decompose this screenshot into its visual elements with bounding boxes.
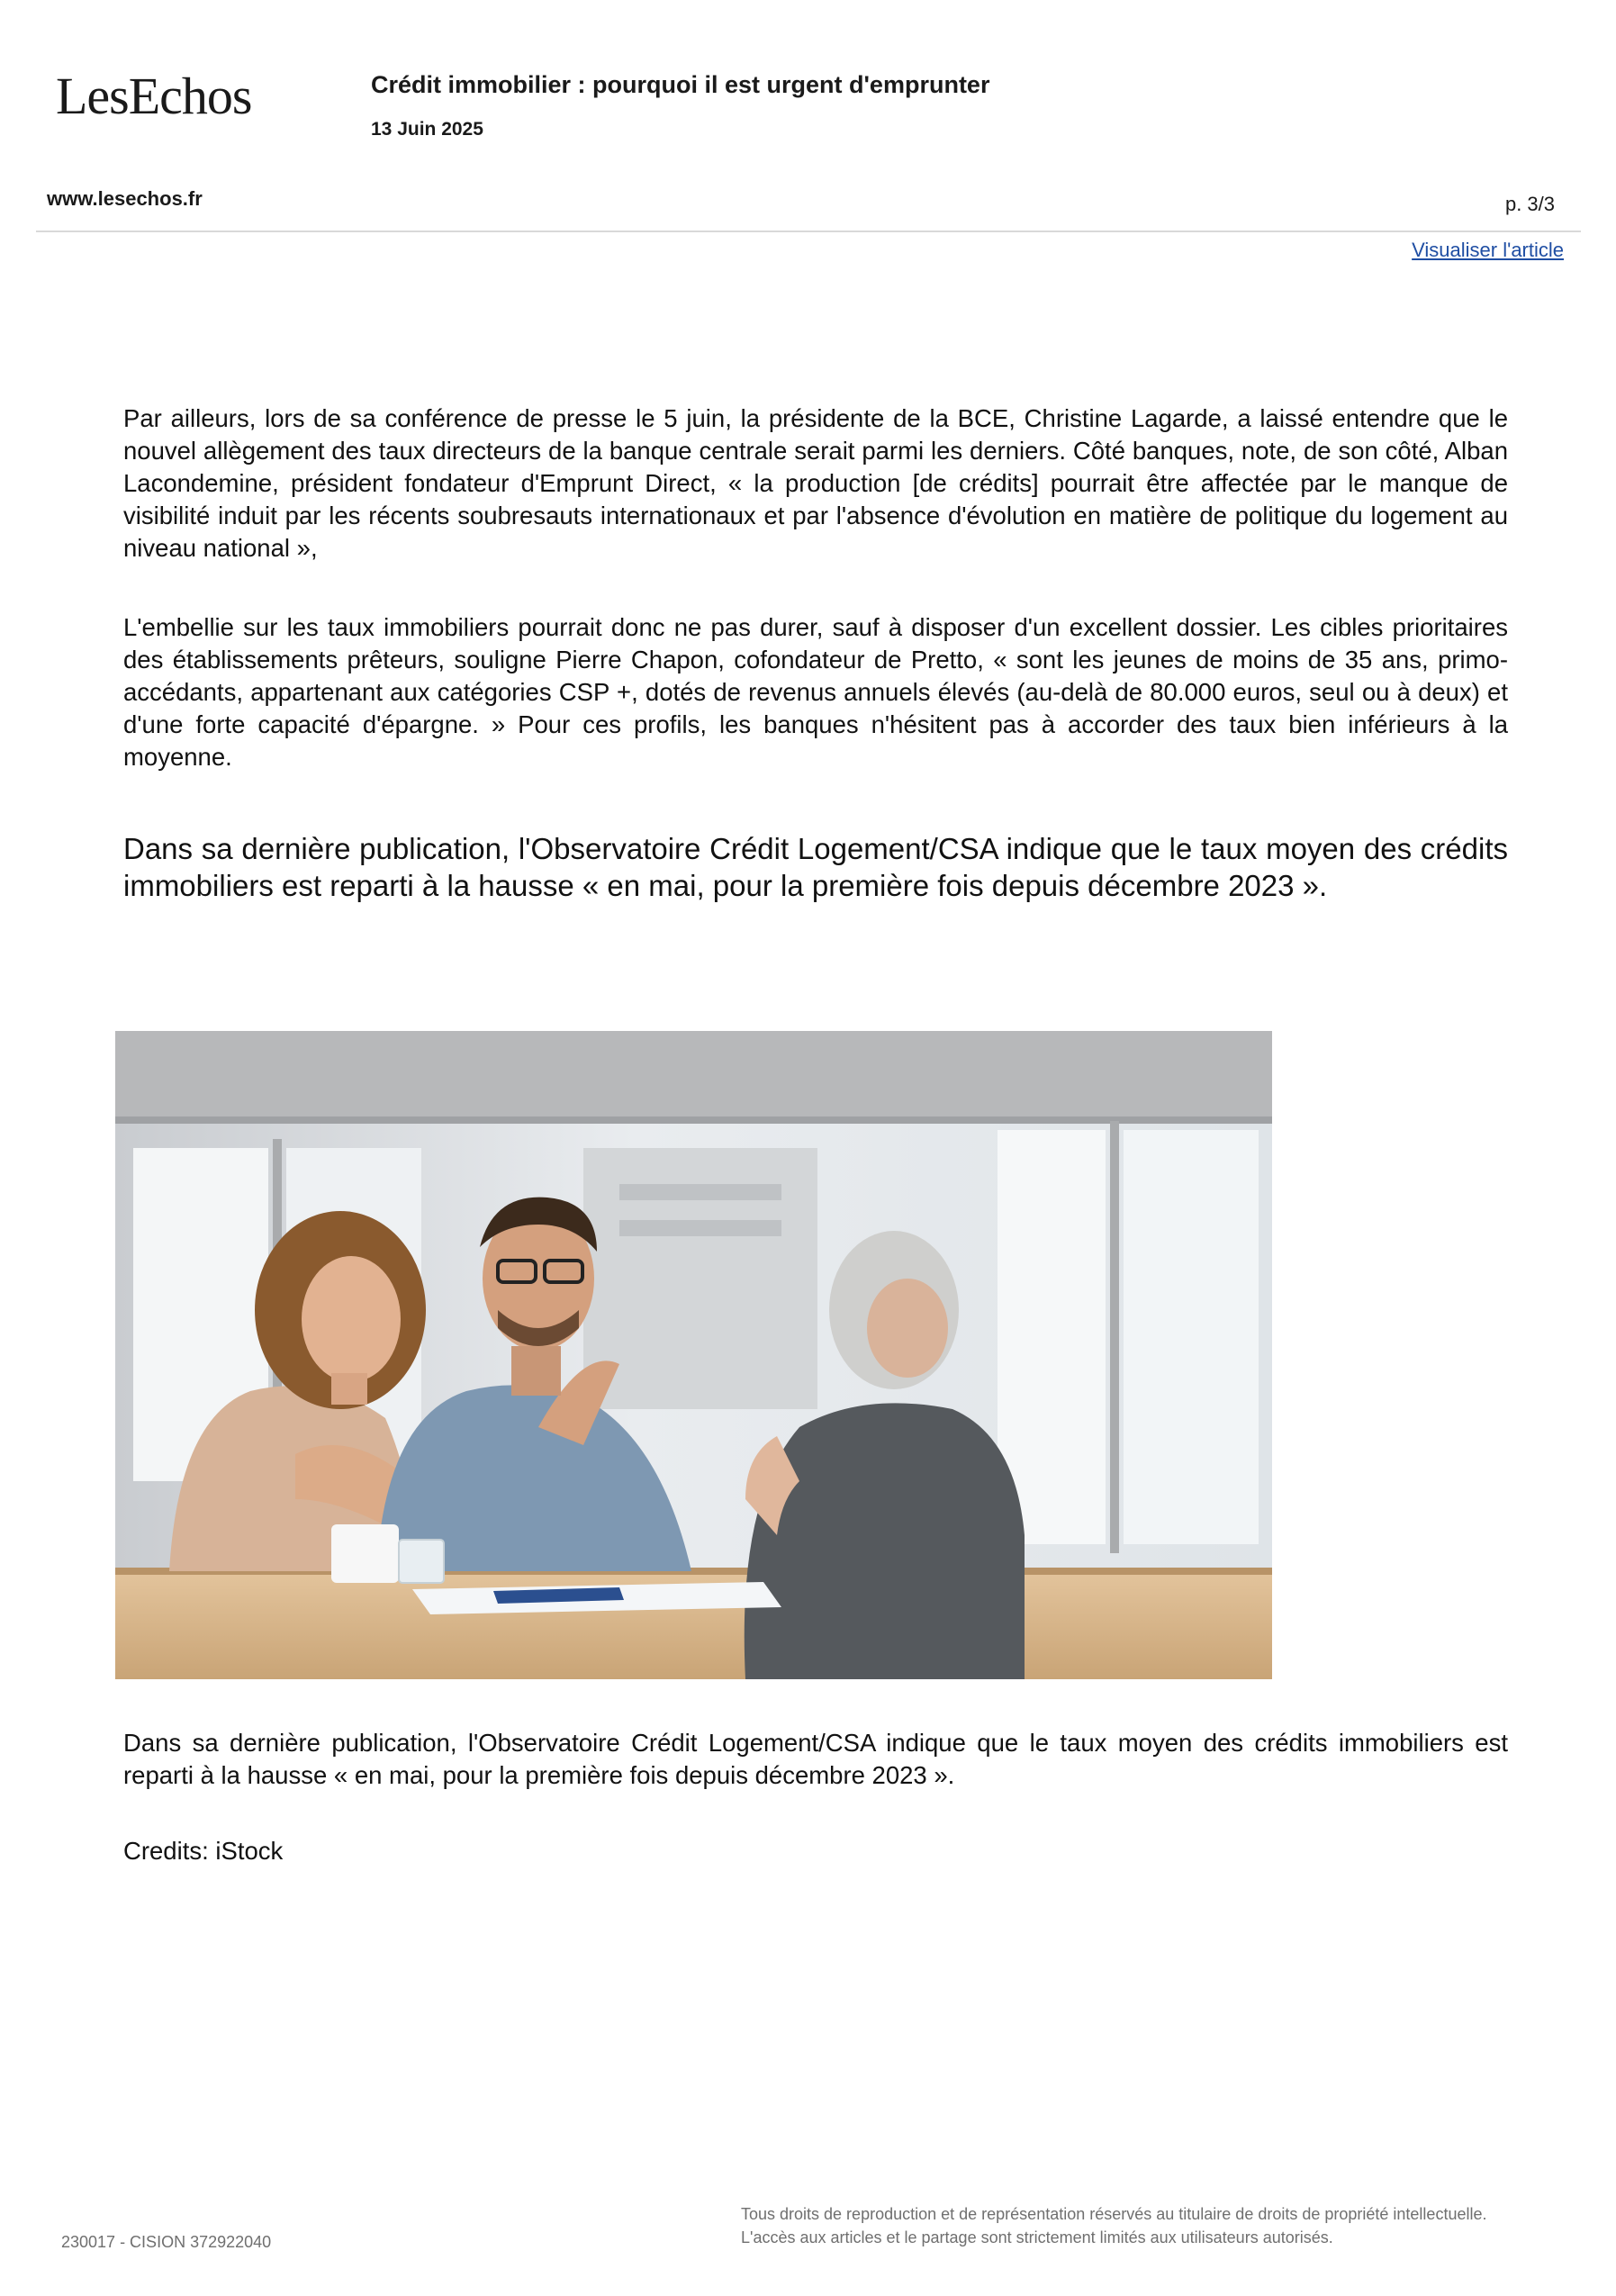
legal-notice bbox=[741, 2202, 1551, 2249]
legal-notice-line: L'accès aux articles et le partage sont strictement limités aux utilisateurs autorisés. bbox=[741, 2228, 1333, 2246]
article-lead-quote: Dans sa dernière publication, l'Observatoire Crédit Logement/CSA indique que le taux moyen des crédits immobiliers est reparti à la hausse « en mai, pour la première fois depuis décembre 2023 ». bbox=[123, 832, 1508, 902]
legal-notice-line: Tous droits de reproduction et de représentation réservés au titulaire de droits de propriété intellectuelle. bbox=[741, 2205, 1487, 2223]
photo-credits: Credits: iStock bbox=[123, 1837, 284, 1865]
les-echos-logo: LesEchos bbox=[56, 67, 252, 125]
photo-caption: Dans sa dernière publication, l'Observatoire Crédit Logement/CSA indique que le taux moyen des crédits immobiliers est reparti à la hausse « en mai, pour la première fois depuis décembre 2023 ». bbox=[123, 1729, 1508, 1789]
article-date: 13 Juin 2025 bbox=[371, 119, 483, 140]
source-site: www.lesechos.fr bbox=[47, 187, 203, 210]
article-paragraph: Par ailleurs, lors de sa conférence de presse le 5 juin, la présidente de la BCE, Christine Lagarde, a laissé entendre que le nouvel allègement des taux directeurs de la banque centrale serait parmi les derniers. Côté banques, note, de son côté, Alban Lacondemine, président fondateur d'Emprunt Direct, « la production [de crédits] pourrait être affectée par le manque de visibilité induit par les récents soubresauts internationaux et par l'absence d'évolution en matière de politique du logement au niveau national », bbox=[123, 404, 1508, 562]
article-paragraph: L'embellie sur les taux immobiliers pourrait donc ne pas durer, sauf à disposer d'un excellent dossier. Les cibles prioritaires des établissements prêteurs, souligne Pierre Chapon, cofondateur de Pretto, « sont les jeunes de moins de 35 ans, primo-accédants, appartenant aux catégories CSP +, dotés de revenus annuels élevés (au-delà de 80.000 euros, seul ou à deux) et d'une forte capacité d'épargne. » Pour ces profils, les banques n'hésitent pas à accorder des taux bien inférieurs à la moyenne. bbox=[123, 613, 1508, 771]
article-photo bbox=[115, 1031, 1272, 1679]
header-divider bbox=[36, 231, 1581, 232]
view-article-link[interactable]: Visualiser l'article bbox=[1412, 239, 1564, 261]
article-title: Crédit immobilier : pourquoi il est urgent d'emprunter bbox=[371, 71, 990, 98]
meeting-illustration bbox=[115, 1031, 1272, 1679]
document-id: 230017 - CISION 372922040 bbox=[61, 2233, 272, 2251]
page-number: p. 3/3 bbox=[1504, 193, 1555, 215]
